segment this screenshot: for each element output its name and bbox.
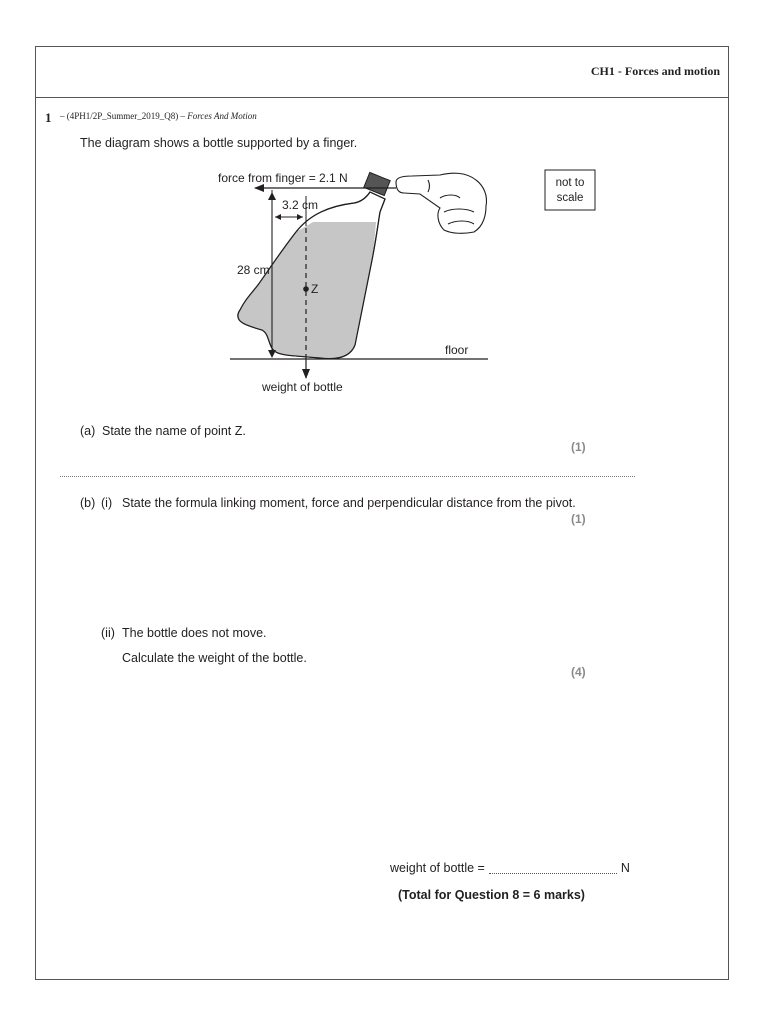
question-number: 1 — [45, 110, 52, 125]
scale-note-line2: scale — [556, 192, 584, 204]
part-a-text: State the name of point Z. — [102, 424, 246, 438]
part-bii-marks: (4) — [571, 665, 586, 679]
height-label: 28 cm — [237, 263, 270, 277]
header-divider — [35, 97, 729, 98]
scale-note-box — [545, 170, 595, 210]
weight-answer-row — [390, 861, 630, 875]
weight-answer-unit: N — [620, 861, 630, 875]
hand-icon — [396, 173, 487, 233]
question-intro: The diagram shows a bottle supported by a finger. — [80, 136, 358, 150]
question-ref-code: – (4PH1/2P_Summer_2019_Q8) – — [60, 111, 186, 121]
weight-answer-label: weight of bottle = — [390, 861, 485, 875]
question-total: (Total for Question 8 = 6 marks) — [398, 888, 585, 902]
weight-answer-input[interactable] — [489, 873, 617, 874]
force-label: force from finger = 2.1 N — [218, 171, 348, 185]
scale-note-line1: not to — [555, 177, 585, 189]
part-bi-label: (i) — [101, 496, 113, 510]
chapter-title: CH1 - Forces and motion — [590, 64, 720, 78]
question-reference — [60, 111, 257, 121]
part-a-marks: (1) — [571, 440, 586, 454]
part-bi-text: State the formula linking moment, force and perpendicular distance from the pivot. — [122, 496, 576, 510]
point-z-label: Z — [311, 282, 319, 296]
part-bi-marks: (1) — [571, 512, 586, 526]
part-bii-text-2: Calculate the weight of the bottle. — [122, 651, 307, 665]
bottle-cap — [364, 172, 390, 195]
part-bii-label: (ii) — [101, 626, 115, 640]
part-a-label: (a) — [80, 424, 96, 438]
answer-line-a[interactable] — [60, 476, 635, 477]
point-z-dot — [303, 286, 309, 292]
floor-label: floor — [445, 343, 469, 357]
part-b-label: (b) — [80, 496, 96, 510]
distance-label: 3.2 cm — [282, 198, 319, 212]
part-bii-text-1: The bottle does not move. — [122, 626, 267, 640]
weight-label: weight of bottle — [262, 380, 343, 394]
question-topic: Forces And Motion — [187, 111, 257, 121]
